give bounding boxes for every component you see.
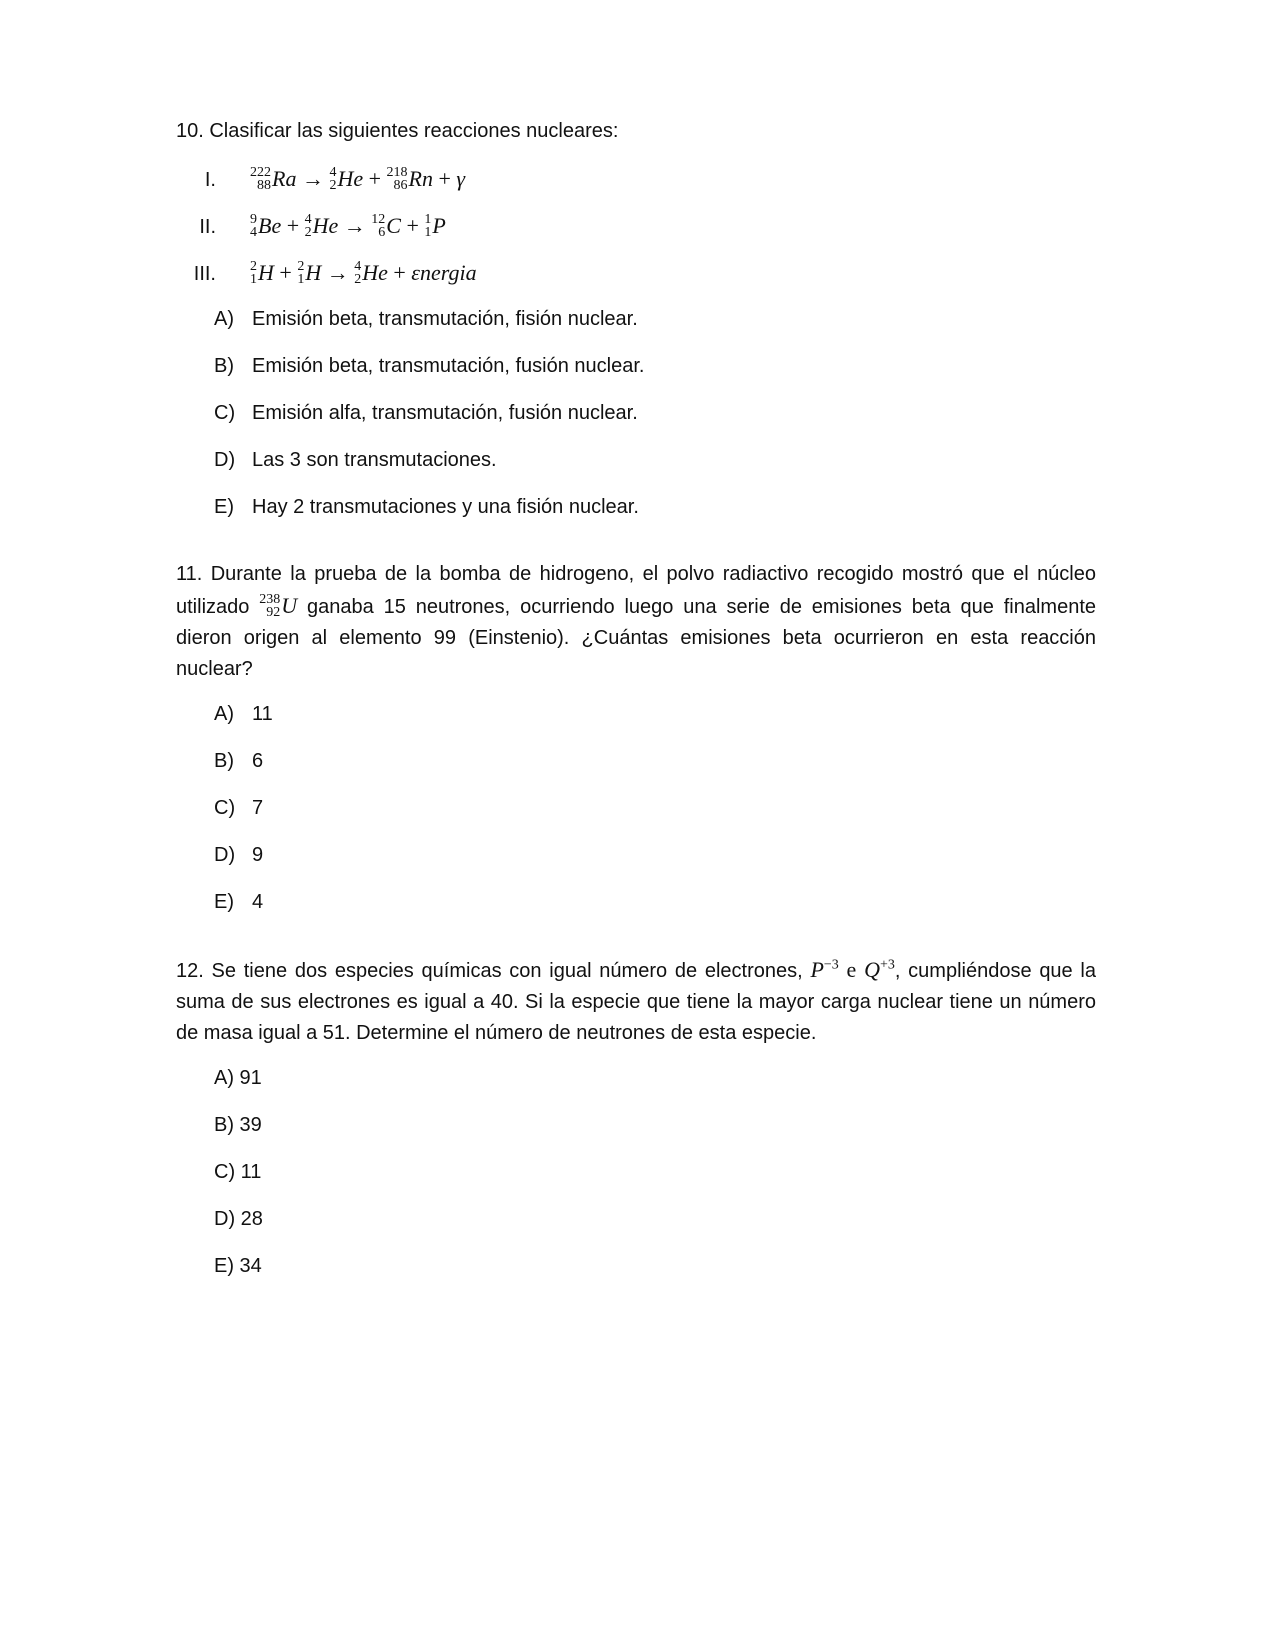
question-12-text: 12. Se tiene dos especies químicas con igual número de electrones, $P^{-3}$ e $Q^{+3}$, cumpliéndose que la suma de sus electrones es igual a 40. Si la especie que tiene la mayor carga nuclear tiene un número de masa igual a 51. Determine el número de neutrones de esta especie. — [176, 957, 1096, 1044]
option: B) 39 — [214, 1114, 262, 1136]
reaction-equation: 222 88 Ra → 4 2 He + 218 86 Rn + γ — [250, 164, 466, 193]
uranium-isotope: 238 92 U — [259, 591, 298, 620]
reaction-number: I. — [204, 169, 216, 191]
option: D) 28 — [214, 1208, 263, 1230]
question-10-title: 10. Clasificar las siguientes reacciones nucleares: — [176, 120, 619, 142]
reaction-3 — [176, 249, 1096, 296]
question-11-text: 11. Durante la prueba de la bomba de hidrogeno, el polvo radiactivo recogido mostró que el núcleo utilizado 238 92 U ganaba 15 neutrones, ocurriendo luego una serie de emisiones beta que finalmente dieron origen al elemento 99 (Einstenio). ¿Cuántas emisiones beta ocurrieron en esta reacción nuclear? — [176, 563, 1097, 680]
option: C) 11 — [214, 1161, 262, 1183]
reaction-equation: 9 4 Be + 4 2 He → 12 6 C + 1 1 P — [250, 211, 446, 240]
question-10-options — [176, 296, 1096, 531]
species-p: $P^{-3}$ — [810, 957, 839, 982]
reaction-1 — [176, 155, 1096, 202]
option: C) 7 — [214, 797, 264, 819]
species-q: $Q^{+3}$ — [864, 957, 895, 982]
option: E) 4 — [214, 891, 264, 913]
reaction-2 — [176, 202, 1096, 249]
option: E) 34 — [214, 1255, 262, 1277]
option: B) 6 — [214, 750, 264, 772]
option: D) Las 3 son transmutaciones. — [214, 449, 497, 471]
option: A) 11 — [214, 703, 273, 725]
question-11-options — [176, 691, 1096, 926]
option: E) Hay 2 transmutaciones y una fisión nuclear. — [214, 496, 639, 518]
option: A) Emisión beta, transmutación, fisión nuclear. — [214, 308, 638, 330]
document-page — [176, 116, 1096, 1290]
conjunction: e — [846, 957, 857, 982]
reaction-equation: 2 1 H + 2 1 H → 4 2 He + εnergia — [250, 258, 477, 287]
option: C) Emisión alfa, transmutación, fusión nuclear. — [214, 402, 638, 424]
reaction-number: II. — [199, 216, 216, 238]
option: B) Emisión beta, transmutación, fusión nuclear. — [214, 355, 645, 377]
option: D) 9 — [214, 844, 264, 866]
reaction-number: III. — [193, 263, 216, 285]
option: A) 91 — [214, 1067, 262, 1089]
question-12-options — [176, 1055, 1096, 1290]
